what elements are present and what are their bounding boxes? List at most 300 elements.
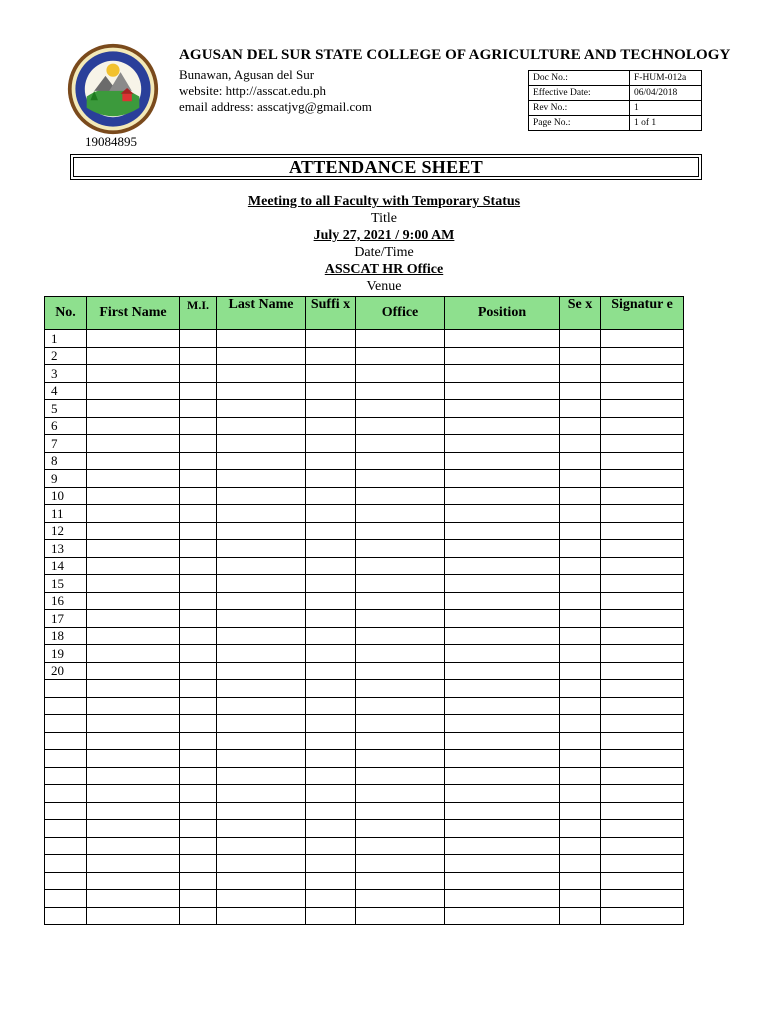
entry-cell[interactable] [217,557,306,575]
entry-cell[interactable] [356,855,445,873]
entry-cell[interactable] [87,645,180,663]
entry-cell[interactable] [180,330,217,348]
entry-cell[interactable] [180,855,217,873]
sheet-title-box [70,154,702,180]
entry-cell[interactable] [560,785,601,803]
entry-cell[interactable] [601,575,684,593]
entry-cell[interactable] [445,872,560,890]
entry-cell[interactable] [217,785,306,803]
entry-cell[interactable] [306,347,356,365]
entry-cell[interactable] [601,365,684,383]
entry-cell[interactable] [306,400,356,418]
entry-cell[interactable] [560,575,601,593]
doc-info-row [529,101,702,116]
entry-cell[interactable] [87,855,180,873]
entry-cell[interactable] [445,697,560,715]
entry-cell[interactable] [445,382,560,400]
row-number [45,750,87,768]
entry-cell[interactable] [445,522,560,540]
entry-cell[interactable] [306,645,356,663]
entry-cell[interactable] [445,365,560,383]
entry-cell[interactable] [356,645,445,663]
entry-cell[interactable] [306,330,356,348]
entry-cell[interactable] [217,627,306,645]
entry-cell[interactable] [180,610,217,628]
entry-cell[interactable] [445,452,560,470]
entry-cell[interactable] [560,417,601,435]
entry-cell[interactable] [87,575,180,593]
entry-cell[interactable] [180,645,217,663]
entry-cell[interactable] [87,837,180,855]
entry-cell[interactable] [356,435,445,453]
entry-cell[interactable] [356,820,445,838]
entry-cell[interactable] [87,872,180,890]
entry-cell[interactable] [217,330,306,348]
entry-cell[interactable] [217,907,306,925]
entry-cell[interactable] [601,382,684,400]
entry-cell[interactable] [87,627,180,645]
entry-cell[interactable] [87,365,180,383]
entry-cell[interactable] [445,610,560,628]
entry-cell[interactable] [601,452,684,470]
entry-cell[interactable] [306,540,356,558]
entry-cell[interactable] [217,592,306,610]
entry-cell[interactable] [601,400,684,418]
entry-cell[interactable] [560,435,601,453]
entry-cell[interactable] [601,767,684,785]
entry-cell[interactable] [217,820,306,838]
entry-cell[interactable] [356,522,445,540]
entry-cell[interactable] [180,557,217,575]
entry-cell[interactable] [306,890,356,908]
entry-cell[interactable] [180,802,217,820]
entry-cell[interactable] [217,662,306,680]
entry-cell[interactable] [217,575,306,593]
entry-cell[interactable] [306,365,356,383]
entry-cell[interactable] [356,417,445,435]
table-row [45,347,684,365]
entry-cell[interactable] [180,452,217,470]
entry-cell[interactable] [560,522,601,540]
entry-cell[interactable] [560,855,601,873]
entry-cell[interactable] [87,487,180,505]
entry-cell[interactable] [217,452,306,470]
entry-cell[interactable] [356,592,445,610]
entry-cell[interactable] [356,785,445,803]
entry-cell[interactable] [560,347,601,365]
entry-cell[interactable] [306,470,356,488]
row-number: 19 [45,645,87,663]
entry-cell[interactable] [180,732,217,750]
entry-cell[interactable] [560,470,601,488]
entry-cell[interactable] [87,382,180,400]
entry-cell[interactable] [601,837,684,855]
school-address: Bunawan, Agusan del Sur [179,67,315,82]
entry-cell[interactable] [445,330,560,348]
entry-cell[interactable] [306,715,356,733]
entry-cell[interactable] [445,750,560,768]
entry-cell[interactable] [601,557,684,575]
entry-cell[interactable] [217,715,306,733]
entry-cell[interactable] [306,487,356,505]
meeting-venue-label: Venue [366,279,402,294]
entry-cell[interactable] [87,732,180,750]
entry-cell[interactable] [180,365,217,383]
entry-cell[interactable] [445,785,560,803]
entry-cell[interactable] [87,610,180,628]
entry-cell[interactable] [601,697,684,715]
entry-cell[interactable] [560,610,601,628]
entry-cell[interactable] [601,435,684,453]
row-number: 3 [45,365,87,383]
entry-cell[interactable] [180,907,217,925]
entry-cell[interactable] [601,732,684,750]
entry-cell[interactable] [217,890,306,908]
entry-cell[interactable] [87,697,180,715]
entry-cell[interactable] [306,662,356,680]
entry-cell[interactable] [306,837,356,855]
entry-cell[interactable] [217,750,306,768]
entry-cell[interactable] [180,592,217,610]
entry-cell[interactable] [306,697,356,715]
entry-cell[interactable] [217,767,306,785]
entry-cell[interactable] [356,365,445,383]
entry-cell[interactable] [87,715,180,733]
entry-cell[interactable] [356,680,445,698]
entry-cell[interactable] [306,417,356,435]
entry-cell[interactable] [306,732,356,750]
entry-cell[interactable] [306,382,356,400]
table-row [45,575,684,593]
entry-cell[interactable] [87,557,180,575]
entry-cell[interactable] [180,872,217,890]
entry-cell[interactable] [217,837,306,855]
entry-cell[interactable] [180,715,217,733]
entry-cell[interactable] [356,662,445,680]
entry-cell[interactable] [445,487,560,505]
entry-cell[interactable] [356,452,445,470]
entry-cell[interactable] [445,470,560,488]
entry-cell[interactable] [180,382,217,400]
entry-cell[interactable] [217,645,306,663]
entry-cell[interactable] [217,522,306,540]
entry-cell[interactable] [217,732,306,750]
entry-cell[interactable] [306,557,356,575]
entry-cell[interactable] [560,365,601,383]
entry-cell[interactable] [560,732,601,750]
entry-cell[interactable] [180,767,217,785]
table-row [45,855,684,873]
entry-cell[interactable] [180,750,217,768]
entry-cell[interactable] [356,627,445,645]
entry-cell[interactable] [87,662,180,680]
entry-cell[interactable] [601,785,684,803]
entry-cell[interactable] [601,592,684,610]
entry-cell[interactable] [87,435,180,453]
entry-cell[interactable] [445,540,560,558]
entry-cell[interactable] [445,890,560,908]
entry-cell[interactable] [601,505,684,523]
table-row [45,400,684,418]
entry-cell[interactable] [560,557,601,575]
entry-cell[interactable] [445,680,560,698]
entry-cell[interactable] [356,750,445,768]
entry-cell[interactable] [87,400,180,418]
entry-cell[interactable] [560,820,601,838]
entry-cell[interactable] [180,680,217,698]
entry-cell[interactable] [356,837,445,855]
row-number: 6 [45,417,87,435]
entry-cell[interactable] [601,715,684,733]
entry-cell[interactable] [87,907,180,925]
entry-cell[interactable] [306,435,356,453]
entry-cell[interactable] [180,400,217,418]
attendance-header-row [45,297,684,330]
entry-cell[interactable] [560,907,601,925]
col-header-position: Position [445,297,560,330]
entry-cell[interactable] [560,767,601,785]
entry-cell[interactable] [601,662,684,680]
table-row [45,365,684,383]
table-row [45,557,684,575]
entry-cell[interactable] [356,470,445,488]
entry-cell[interactable] [601,610,684,628]
entry-cell[interactable] [306,802,356,820]
entry-cell[interactable] [180,785,217,803]
table-row [45,680,684,698]
entry-cell[interactable] [445,557,560,575]
entry-cell[interactable] [560,715,601,733]
entry-cell[interactable] [356,557,445,575]
entry-cell[interactable] [306,750,356,768]
entry-cell[interactable] [445,907,560,925]
entry-cell[interactable] [180,487,217,505]
entry-cell[interactable] [601,417,684,435]
entry-cell[interactable] [306,575,356,593]
entry-cell[interactable] [306,505,356,523]
entry-cell[interactable] [601,890,684,908]
entry-cell[interactable] [445,592,560,610]
entry-cell[interactable] [306,907,356,925]
entry-cell[interactable] [306,820,356,838]
entry-cell[interactable] [560,645,601,663]
entry-cell[interactable] [180,435,217,453]
entry-cell[interactable] [601,540,684,558]
entry-cell[interactable] [217,610,306,628]
entry-cell[interactable] [445,802,560,820]
entry-cell[interactable] [601,680,684,698]
entry-cell[interactable] [560,382,601,400]
entry-cell[interactable] [180,470,217,488]
entry-cell[interactable] [217,382,306,400]
row-number [45,855,87,873]
entry-cell[interactable] [217,487,306,505]
entry-cell[interactable] [356,610,445,628]
entry-cell[interactable] [306,872,356,890]
entry-cell[interactable] [217,417,306,435]
entry-cell[interactable] [601,802,684,820]
entry-cell[interactable] [356,732,445,750]
entry-cell[interactable] [180,417,217,435]
entry-cell[interactable] [560,890,601,908]
entry-cell[interactable] [356,505,445,523]
entry-cell[interactable] [180,837,217,855]
entry-cell[interactable] [560,627,601,645]
doc-info-row [529,116,702,131]
row-number: 18 [45,627,87,645]
entry-cell[interactable] [356,767,445,785]
entry-cell[interactable] [356,697,445,715]
entry-cell[interactable] [306,522,356,540]
entry-cell[interactable] [356,907,445,925]
entry-cell[interactable] [306,610,356,628]
entry-cell[interactable] [445,435,560,453]
entry-cell[interactable] [601,347,684,365]
entry-cell[interactable] [560,400,601,418]
entry-cell[interactable] [217,365,306,383]
entry-cell[interactable] [306,592,356,610]
entry-cell[interactable] [87,767,180,785]
entry-cell[interactable] [356,347,445,365]
entry-cell[interactable] [306,785,356,803]
entry-cell[interactable] [560,872,601,890]
entry-cell[interactable] [180,540,217,558]
entry-cell[interactable] [560,662,601,680]
entry-cell[interactable] [87,820,180,838]
entry-cell[interactable] [601,907,684,925]
table-row [45,645,684,663]
table-row [45,522,684,540]
entry-cell[interactable] [445,575,560,593]
entry-cell[interactable] [356,890,445,908]
entry-cell[interactable] [445,715,560,733]
entry-cell[interactable] [601,750,684,768]
entry-cell[interactable] [560,505,601,523]
entry-cell[interactable] [560,487,601,505]
entry-cell[interactable] [87,890,180,908]
entry-cell[interactable] [180,575,217,593]
entry-cell[interactable] [445,400,560,418]
entry-cell[interactable] [356,487,445,505]
entry-cell[interactable] [445,627,560,645]
entry-cell[interactable] [87,347,180,365]
entry-cell[interactable] [87,785,180,803]
entry-cell[interactable] [601,872,684,890]
entry-cell[interactable] [445,505,560,523]
entry-cell[interactable] [560,592,601,610]
entry-cell[interactable] [180,697,217,715]
entry-cell[interactable] [601,645,684,663]
entry-cell[interactable] [87,470,180,488]
entry-cell[interactable] [87,417,180,435]
entry-cell[interactable] [217,697,306,715]
entry-cell[interactable] [87,750,180,768]
entry-cell[interactable] [356,802,445,820]
entry-cell[interactable] [601,820,684,838]
table-row [45,435,684,453]
entry-cell[interactable] [356,400,445,418]
entry-cell[interactable] [217,347,306,365]
entry-cell[interactable] [445,645,560,663]
table-row [45,487,684,505]
entry-cell[interactable] [356,382,445,400]
entry-cell[interactable] [445,732,560,750]
entry-cell[interactable] [560,680,601,698]
entry-cell[interactable] [180,820,217,838]
entry-cell[interactable] [445,820,560,838]
entry-cell[interactable] [445,417,560,435]
entry-cell[interactable] [217,400,306,418]
entry-cell[interactable] [180,627,217,645]
entry-cell[interactable] [560,750,601,768]
entry-cell[interactable] [217,872,306,890]
entry-cell[interactable] [87,592,180,610]
entry-cell[interactable] [601,470,684,488]
entry-cell[interactable] [445,837,560,855]
entry-cell[interactable] [180,347,217,365]
entry-cell[interactable] [601,330,684,348]
entry-cell[interactable] [356,872,445,890]
entry-cell[interactable] [87,680,180,698]
entry-cell[interactable] [87,505,180,523]
entry-cell[interactable] [560,697,601,715]
entry-cell[interactable] [601,522,684,540]
entry-cell[interactable] [560,330,601,348]
entry-cell[interactable] [217,680,306,698]
entry-cell[interactable] [356,330,445,348]
entry-cell[interactable] [217,802,306,820]
entry-cell[interactable] [180,505,217,523]
entry-cell[interactable] [560,837,601,855]
entry-cell[interactable] [356,540,445,558]
entry-cell[interactable] [217,435,306,453]
entry-cell[interactable] [306,452,356,470]
row-number [45,872,87,890]
entry-cell[interactable] [217,855,306,873]
entry-cell[interactable] [560,452,601,470]
entry-cell[interactable] [180,522,217,540]
entry-cell[interactable] [87,330,180,348]
entry-cell[interactable] [356,715,445,733]
school-email: email address: asscatjvg@gmail.com [179,99,372,114]
entry-cell[interactable] [560,540,601,558]
entry-cell[interactable] [217,470,306,488]
entry-cell[interactable] [445,662,560,680]
entry-cell[interactable] [445,347,560,365]
entry-cell[interactable] [560,802,601,820]
entry-cell[interactable] [445,855,560,873]
entry-cell[interactable] [217,505,306,523]
entry-cell[interactable] [87,452,180,470]
entry-cell[interactable] [180,890,217,908]
entry-cell[interactable] [180,662,217,680]
entry-cell[interactable] [601,855,684,873]
entry-cell[interactable] [306,680,356,698]
entry-cell[interactable] [601,487,684,505]
entry-cell[interactable] [306,855,356,873]
table-row [45,732,684,750]
entry-cell[interactable] [306,767,356,785]
entry-cell[interactable] [601,627,684,645]
entry-cell[interactable] [356,575,445,593]
entry-cell[interactable] [306,627,356,645]
table-row [45,610,684,628]
entry-cell[interactable] [217,540,306,558]
entry-cell[interactable] [445,767,560,785]
entry-cell[interactable] [87,802,180,820]
entry-cell[interactable] [87,540,180,558]
entry-cell[interactable] [87,522,180,540]
